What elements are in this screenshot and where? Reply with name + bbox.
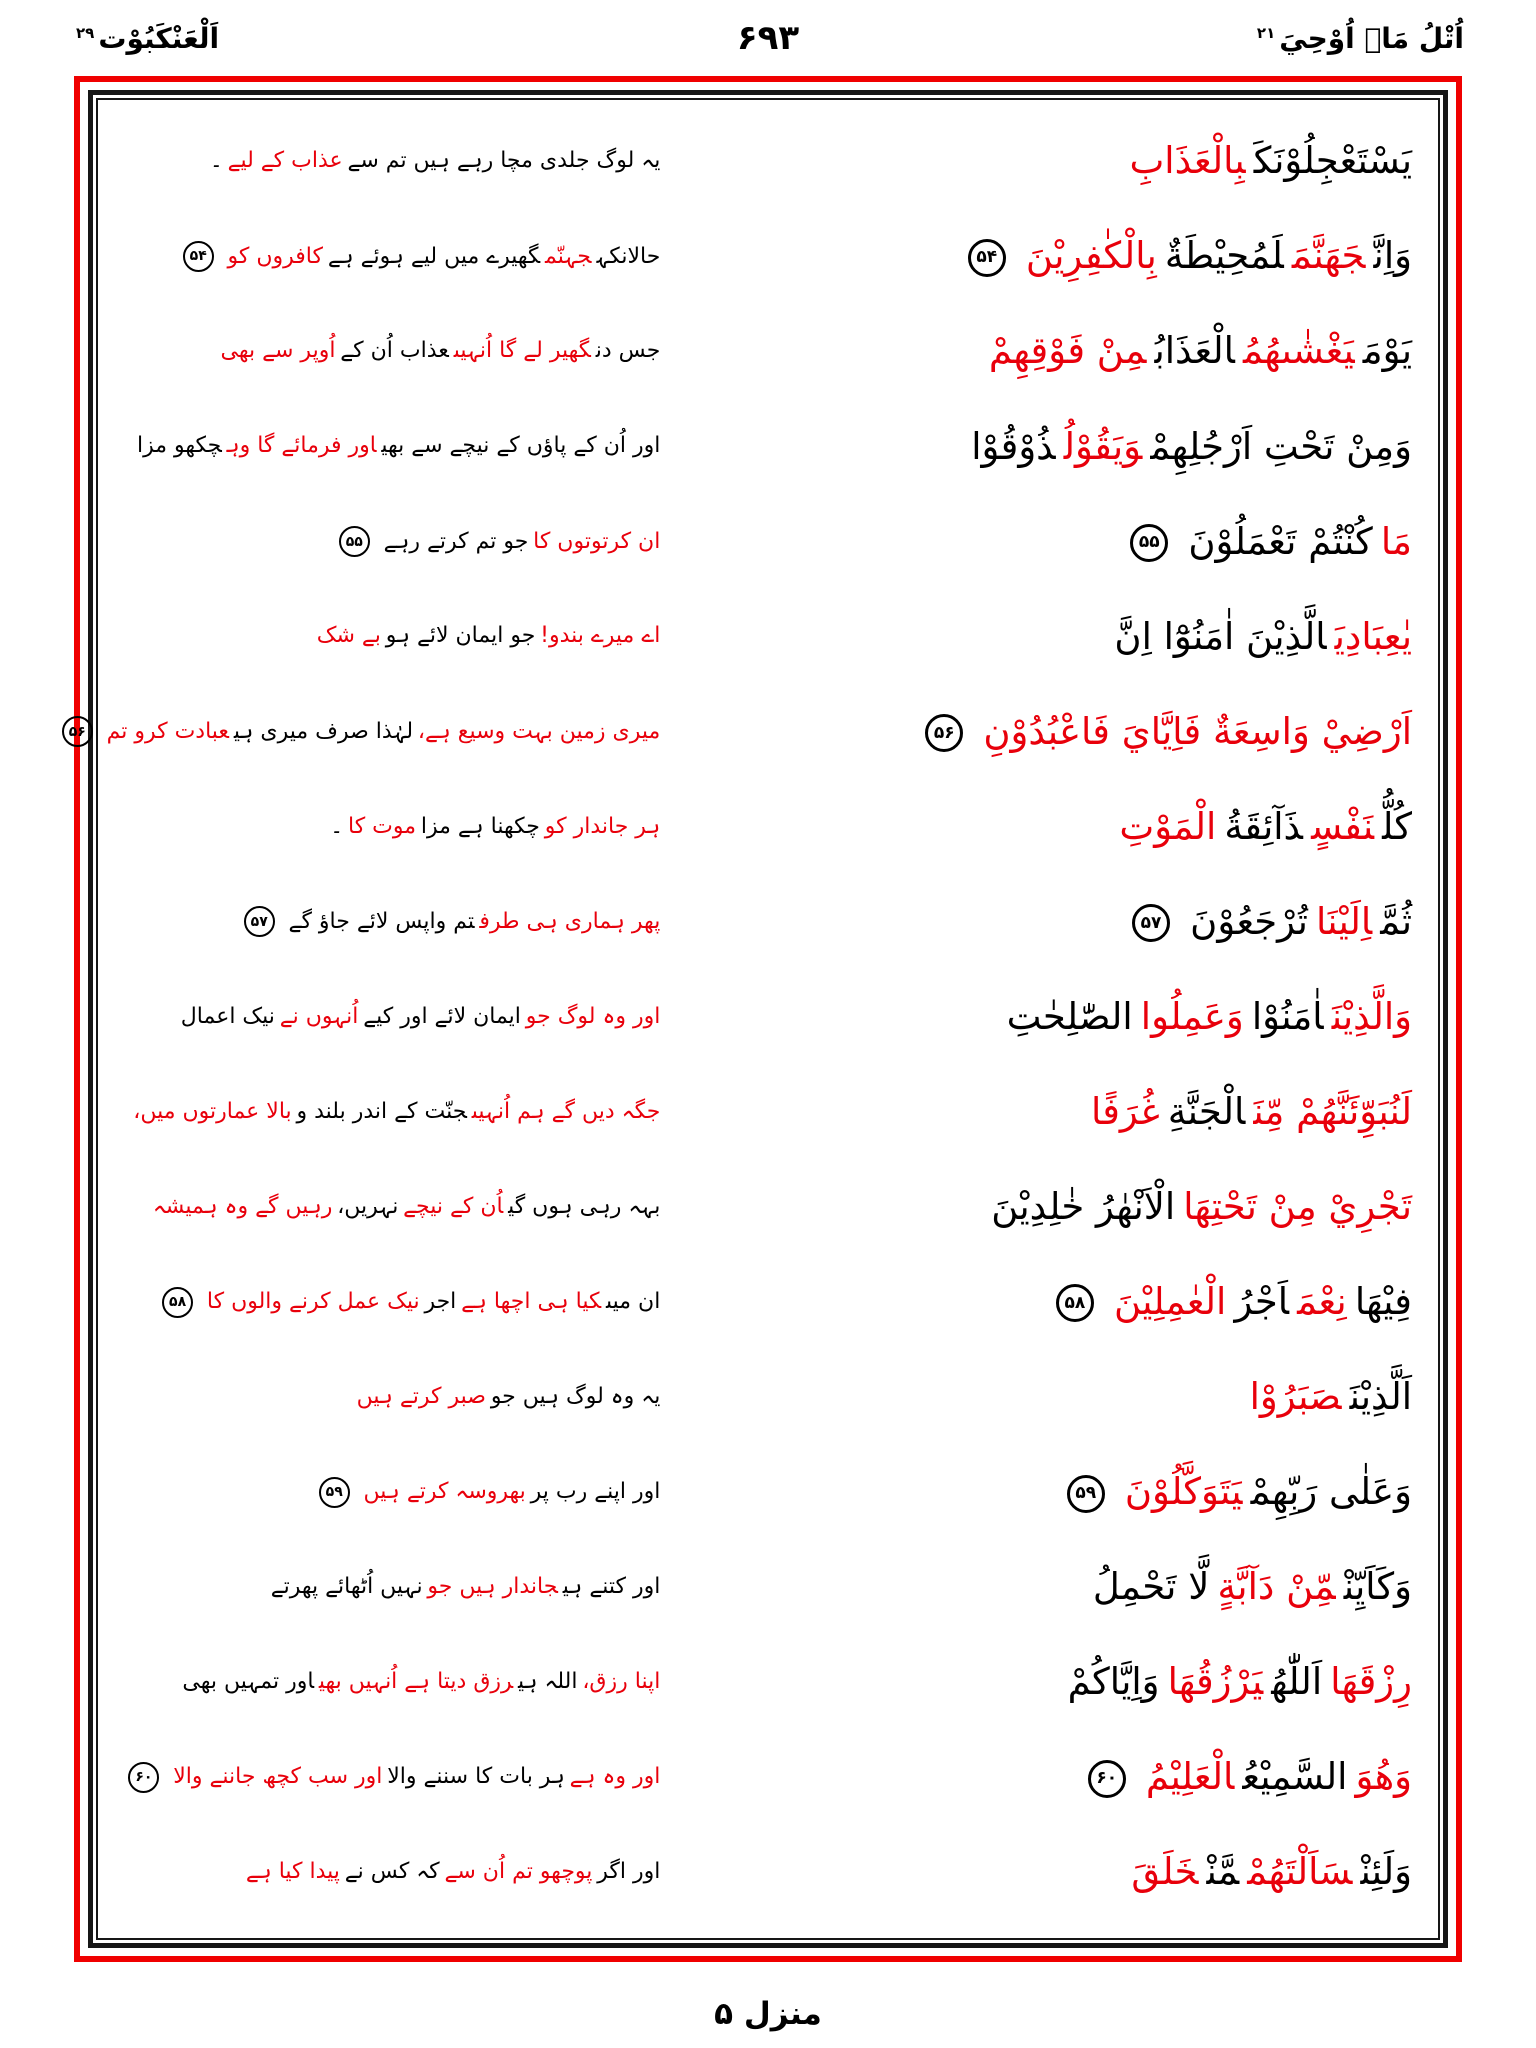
text-segment: گھیرے میں لیے ہوئے ہے xyxy=(327,243,541,269)
arabic-line xyxy=(660,1279,1412,1325)
arabic-line xyxy=(660,709,1412,755)
text-segment: ان میں xyxy=(606,1289,661,1315)
text-segment: مِنْ فَوْقِهِمْ xyxy=(988,329,1147,373)
ayah-row xyxy=(116,304,1412,399)
text-segment: گھیر لے گا اُنہیں xyxy=(453,338,591,364)
text-segment: جاندار ہیں جو xyxy=(427,1573,558,1599)
text-segment: نہیں اُٹھائے پھرتے xyxy=(270,1573,423,1599)
text-segment: اور تمہیں بھی xyxy=(182,1668,315,1694)
text-segment: الْعٰمِلِيْنَ xyxy=(1113,1279,1227,1323)
manzil-label: منزل ۵ xyxy=(714,1996,822,2032)
verse-number-badge: ۵۴ xyxy=(968,239,1006,277)
text-segment: نہریں، xyxy=(337,1193,399,1219)
surah-number: ۲۹ xyxy=(76,24,95,42)
ayah-row xyxy=(116,114,1412,209)
text-segment: اللہ ہی xyxy=(517,1668,578,1694)
text-segment: يَغْشٰىهُمُ xyxy=(1243,329,1355,373)
text-segment: جگہ دیں گے ہم اُنہیں xyxy=(471,1098,661,1124)
text-segment: اِلَيْنَا xyxy=(1316,899,1373,943)
text-segment: ذُوْقُوْا xyxy=(971,424,1056,468)
text-segment: جَهَنَّمَ xyxy=(1291,234,1366,278)
ayah-row xyxy=(116,1445,1412,1540)
text-segment: وَيَقُوْلُ xyxy=(1063,424,1143,468)
text-segment: تم واپس لائے جاؤ گے xyxy=(288,908,475,934)
urdu-translation-line xyxy=(116,1762,660,1793)
text-segment: الْعَذَابُ xyxy=(1154,329,1235,373)
text-segment: جہنّم xyxy=(545,243,592,269)
text-segment: اور وہ ہے xyxy=(569,1764,661,1790)
text-segment: اُوپر سے بھی xyxy=(220,338,336,364)
verse-number-badge: ۵۹ xyxy=(1067,1475,1105,1513)
text-segment: الْاَنْهٰرُ خٰلِدِيْنَ xyxy=(991,1184,1176,1228)
page-header xyxy=(0,6,1536,70)
text-segment: جنّت کے اندر بلند و xyxy=(296,1098,467,1124)
urdu-translation-line xyxy=(116,1193,660,1222)
text-segment: اَللّٰهُ xyxy=(1271,1660,1323,1704)
text-segment: لَمُحِيْطَةٌ xyxy=(1164,234,1284,278)
verse-number-badge: ۵۶ xyxy=(925,714,963,752)
text-segment: يَسْتَعْجِلُوْنَكَ xyxy=(1253,139,1412,183)
arabic-line xyxy=(660,1659,1412,1705)
arabic-line xyxy=(660,899,1412,945)
text-segment: اور اگر xyxy=(597,1859,661,1885)
urdu-translation-line xyxy=(116,813,660,842)
text-segment: اجر xyxy=(424,1289,457,1315)
text-segment: اُن کے نیچے xyxy=(403,1193,504,1219)
text-segment: بالا عمارتوں میں، xyxy=(133,1098,292,1124)
arabic-line xyxy=(660,328,1412,374)
text-segment: کیا ہی اچھا ہے xyxy=(461,1289,602,1315)
urdu-translation-line xyxy=(116,1858,660,1887)
text-segment: الصّٰلِحٰتِ xyxy=(1006,994,1133,1038)
ayah-row xyxy=(116,969,1412,1064)
arabic-line xyxy=(660,138,1412,184)
text-segment: ان کرتوتوں کا xyxy=(533,528,661,554)
text-segment: چکھو مزا xyxy=(137,433,222,459)
ayah-row xyxy=(68,684,1412,779)
text-segment: الَّذِيْنَ اٰمَنُوْٓا اِنَّ xyxy=(1114,614,1327,658)
text-segment: پوچھو تم اُن سے xyxy=(444,1859,593,1885)
text-segment: اور اپنے رب پر xyxy=(530,1479,661,1505)
text-segment: اور کتنے ہی xyxy=(562,1573,661,1599)
text-segment: اَرْضِيْ وَاسِعَةٌ فَاِيَّايَ فَاعْبُدُوْنِ xyxy=(983,709,1412,753)
text-segment: رزق دیتا ہے اُنہیں بھی xyxy=(318,1668,514,1694)
arabic-line xyxy=(660,1849,1412,1895)
ayah-row xyxy=(116,1350,1412,1445)
text-segment: ہر بات کا سننے والا xyxy=(387,1764,565,1790)
text-segment: وَاِنَّ xyxy=(1373,234,1412,278)
text-segment: ایمان لائے اور کیے xyxy=(363,1003,521,1029)
urdu-translation-line xyxy=(116,1287,660,1318)
text-segment: الْمَوْتِ xyxy=(1119,804,1217,848)
arabic-line xyxy=(660,1469,1412,1515)
ayah-row xyxy=(116,1825,1412,1920)
text-segment: كُلُّ xyxy=(1382,804,1412,848)
ayah-row xyxy=(116,589,1412,684)
text-segment: لَّا تَحْمِلُ xyxy=(1092,1565,1210,1609)
text-segment: نیک اعمال xyxy=(180,1003,275,1029)
urdu-translation-line xyxy=(116,1668,660,1697)
juz-title xyxy=(1253,22,1464,55)
frame-black-inner xyxy=(68,98,1440,1940)
text-segment: تَجْرِيْ مِنْ تَحْتِهَا xyxy=(1183,1184,1412,1228)
text-segment: يَرْزُقُهَا xyxy=(1167,1660,1264,1704)
text-segment: پھر ہماری ہی طرف xyxy=(479,908,661,934)
text-segment: اور فرمائے گا وہ xyxy=(226,433,377,459)
text-segment: ہر جاندار کو xyxy=(544,813,661,839)
urdu-translation-line xyxy=(68,716,661,747)
text-segment: سَاَلْتَهُمْ xyxy=(1247,1850,1353,1894)
ayah-row xyxy=(116,1160,1412,1255)
frame-black-outer xyxy=(68,90,1448,1948)
text-segment: لَنُبَوِّئَنَّهُمْ مِّنَ xyxy=(1253,1089,1412,1133)
text-segment: حالانکہ xyxy=(596,243,661,269)
arabic-line xyxy=(660,1754,1412,1800)
urdu-translation-line xyxy=(116,241,660,272)
juz-number: ۲۱ xyxy=(1256,24,1276,42)
arabic-line xyxy=(660,994,1412,1040)
urdu-translation-line xyxy=(116,1573,660,1602)
ayah-row xyxy=(116,874,1412,969)
arabic-line xyxy=(660,233,1412,279)
text-segment: يٰعِبَادِيَ xyxy=(1334,614,1412,658)
arabic-line xyxy=(660,1184,1412,1230)
text-segment: بہہ رہی ہوں گی xyxy=(508,1193,661,1219)
verse-number-badge: ۵۵ xyxy=(339,526,370,557)
text-segment: ۔ xyxy=(209,148,223,174)
juz-name: اُتْلُ مَاۤ اُوْحِيَ xyxy=(1279,22,1464,55)
verse-number-badge: ۶۰ xyxy=(128,1762,159,1793)
page-frame xyxy=(68,76,1462,1962)
arabic-line xyxy=(660,519,1412,565)
text-segment: اے میرے بندو! xyxy=(540,623,661,649)
verse-number-badge: ۵۸ xyxy=(162,1287,193,1318)
text-segment: ذَآئِقَةُ xyxy=(1224,804,1303,848)
arabic-line xyxy=(660,424,1412,470)
ayah-row xyxy=(116,399,1412,494)
urdu-translation-line xyxy=(116,622,660,651)
text-segment: موت کا xyxy=(348,813,417,839)
text-segment: ۔ xyxy=(330,813,344,839)
urdu-translation-line xyxy=(116,906,660,937)
text-segment: اَلَّذِيْنَ xyxy=(1349,1375,1412,1418)
ayah-row xyxy=(116,494,1412,589)
text-segment: جس دن xyxy=(595,338,661,364)
text-segment: نِعْمَ xyxy=(1297,1279,1347,1323)
verse-number-badge: ۵۷ xyxy=(244,906,275,937)
text-segment: اور سب کچھ جاننے والا xyxy=(173,1764,383,1790)
text-segment: وَاِيَّاكُمْ xyxy=(1067,1660,1160,1704)
text-segment: اپنا رزق، xyxy=(582,1668,661,1694)
text-segment: كُنْتُمْ تَعْمَلُوْنَ xyxy=(1188,519,1373,563)
urdu-translation-line xyxy=(116,1383,660,1412)
text-segment: اور اُن کے پاؤں کے نیچے سے بھی xyxy=(381,433,661,459)
text-segment: السَّمِيْعُ xyxy=(1242,1755,1348,1799)
arabic-line xyxy=(660,1564,1412,1610)
text-segment: وَعَمِلُوا xyxy=(1140,994,1244,1038)
surah-name: اَلْعَنْكَبُوْت xyxy=(98,22,220,55)
text-segment: فِيْهَا xyxy=(1354,1279,1412,1323)
text-segment: عبادت کرو تم xyxy=(106,718,230,744)
text-segment: مَّنْ xyxy=(1206,1850,1240,1894)
text-segment: جو تم کرتے رہے xyxy=(383,528,529,554)
urdu-translation-line xyxy=(116,1098,660,1127)
text-segment: بھروسہ کرتے ہیں xyxy=(363,1479,526,1505)
page-footer xyxy=(0,1996,1536,2032)
text-segment: رِزْقَهَا xyxy=(1330,1660,1412,1704)
text-segment: وَعَلٰى رَبِّهِمْ xyxy=(1250,1470,1412,1514)
arabic-line xyxy=(660,1089,1412,1135)
verse-number-badge: ۵۷ xyxy=(1132,904,1170,942)
arabic-line xyxy=(660,614,1412,660)
verse-number-badge: ۵۸ xyxy=(1056,1284,1094,1322)
text-segment: بِالْعَذَابِ xyxy=(1129,139,1246,183)
ayah-row xyxy=(116,1540,1412,1635)
text-segment: غُرَفًا xyxy=(1090,1089,1160,1133)
urdu-translation-line xyxy=(116,1477,660,1508)
text-segment: ثُمَّ xyxy=(1380,899,1412,943)
verse-number-badge: ۶۰ xyxy=(1088,1760,1126,1798)
urdu-translation-line xyxy=(116,432,660,461)
text-segment: رہیں گے وہ ہمیشہ xyxy=(152,1193,333,1219)
text-segment: اُنہوں نے xyxy=(279,1003,359,1029)
text-segment: پیدا کیا ہے xyxy=(245,1859,340,1885)
verse-number-badge: ۵۵ xyxy=(1130,524,1168,562)
verse-number-badge: ۵۹ xyxy=(319,1477,350,1508)
text-segment: عذاب کے لیے xyxy=(227,148,343,174)
text-segment: وَمِنْ تَحْتِ اَرْجُلِهِمْ xyxy=(1150,424,1412,468)
text-segment: اور وہ لوگ جو xyxy=(525,1003,661,1029)
text-segment: وَهُوَ xyxy=(1355,1755,1412,1799)
text-segment: کافروں کو xyxy=(227,243,323,269)
urdu-translation-line xyxy=(116,1003,660,1032)
text-segment: وَكَاَيِّنْ xyxy=(1343,1565,1412,1609)
text-segment: اٰمَنُوْا xyxy=(1251,994,1324,1038)
text-segment: الْعَلِيْمُ xyxy=(1145,1755,1235,1799)
text-segment: نَفْسٍ xyxy=(1311,804,1374,848)
text-segment: لہٰذا صرف میری ہی xyxy=(233,718,414,744)
verse-number-badge: ۵۶ xyxy=(62,716,93,747)
text-segment: يَوْمَ xyxy=(1362,329,1412,373)
text-segment: کہ کس نے xyxy=(344,1859,440,1885)
text-segment: یہ وہ لوگ ہیں جو xyxy=(490,1383,661,1409)
text-segment: الْجَنَّةِ xyxy=(1167,1089,1246,1133)
page-number: ۶۹۳ xyxy=(736,18,800,58)
text-segment: يَتَوَكَّلُوْنَ xyxy=(1124,1470,1243,1514)
text-segment: عذاب اُن کے xyxy=(340,338,449,364)
ayah-row xyxy=(116,1730,1412,1825)
text-segment: بے شک xyxy=(316,623,381,649)
ayah-row xyxy=(116,209,1412,304)
text-segment: نیک عمل کرنے والوں کا xyxy=(206,1289,420,1315)
urdu-translation-line xyxy=(116,526,660,557)
arabic-line xyxy=(660,1374,1412,1420)
text-segment: صبر کرتے ہیں xyxy=(356,1383,486,1409)
urdu-translation-line xyxy=(116,147,660,176)
text-segment: مَا xyxy=(1380,519,1412,563)
text-segment: جو ایمان لائے ہو xyxy=(385,623,536,649)
ayah-row xyxy=(116,1255,1412,1350)
ayah-row xyxy=(116,779,1412,874)
arabic-line xyxy=(660,804,1412,850)
urdu-translation-line xyxy=(116,337,660,366)
verse-number-badge: ۵۴ xyxy=(183,241,214,272)
text-segment: یہ لوگ جلدی مچا رہے ہیں تم سے xyxy=(347,148,661,174)
text-segment: تُرْجَعُوْنَ xyxy=(1190,899,1308,943)
text-segment: صَبَرُوْا xyxy=(1249,1375,1342,1418)
ayah-row xyxy=(116,1064,1412,1159)
text-segment: وَالَّذِيْنَ xyxy=(1331,994,1412,1038)
text-segment: وَلَئِنْ xyxy=(1360,1850,1412,1894)
text-segment: اَجْرُ xyxy=(1234,1279,1290,1323)
text-segment: مِّنْ دَآبَّةٍ xyxy=(1217,1565,1336,1609)
text-segment: بِالْكٰفِرِيْنَ xyxy=(1025,234,1157,278)
ayah-row xyxy=(116,1635,1412,1730)
surah-title xyxy=(72,22,219,55)
text-segment: چکھنا ہے مزا xyxy=(420,813,540,839)
text-segment: میری زمین بہت وسیع ہے، xyxy=(417,718,661,744)
text-segment: خَلَقَ xyxy=(1131,1850,1199,1894)
verses-container xyxy=(68,100,1438,1938)
